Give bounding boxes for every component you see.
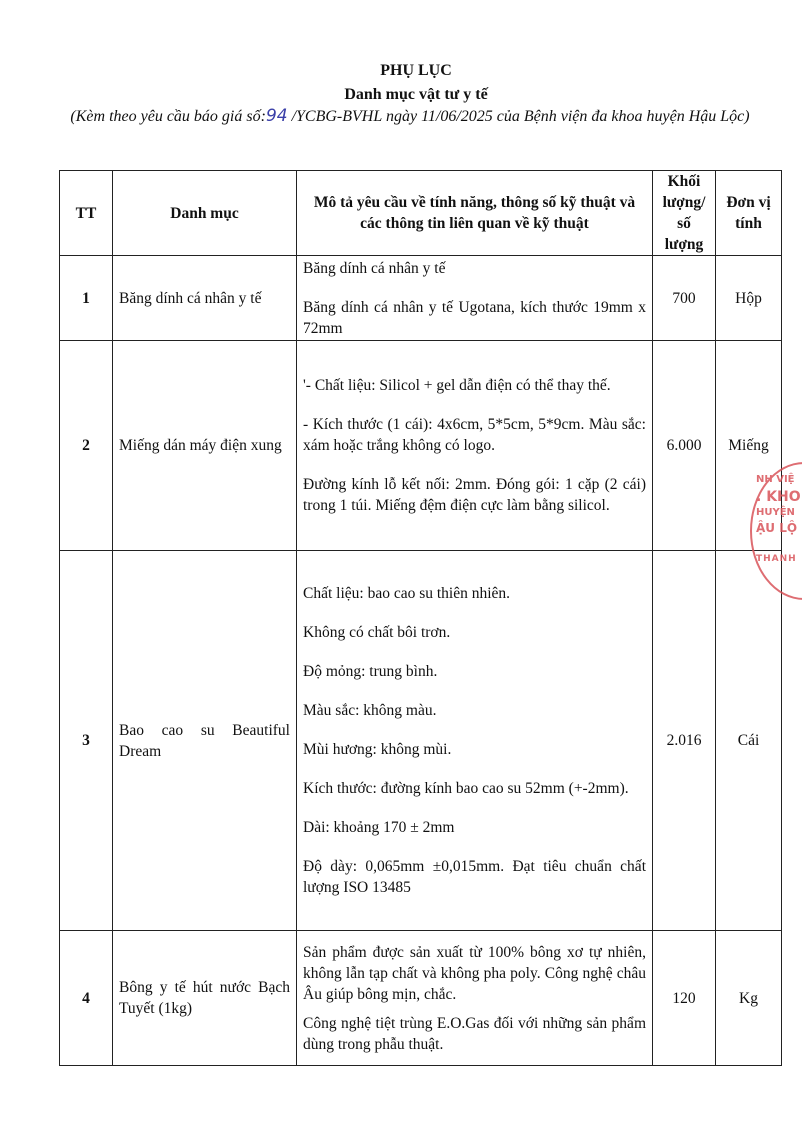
col-header-tt: TT [60,171,113,256]
stamp-text: NH VIỆ [756,474,795,485]
row-qty: 2.016 [653,551,716,931]
table-row [60,256,782,341]
row-unit: Cái [716,551,782,931]
desc-line: '- Chất liệu: Silicol + gel dẫn điện có thể thay thế. [303,377,611,394]
desc-line: Mùi hương: không mùi. [303,741,452,758]
row-qty: 700 [653,256,716,341]
handwritten-reference-number: 94 [265,106,288,126]
desc-line: Dài: khoảng 170 ± 2mm [303,819,455,836]
col-header-name: Danh mục [113,171,297,256]
row-unit: Hộp [716,256,782,341]
desc-line: Băng dính cá nhân y tế [303,259,446,277]
col-header-unit: Đơn vị tính [716,171,782,256]
appendix-title: PHỤ LỤC [380,62,452,79]
row-name: Băng dính cá nhân y tế [113,256,297,341]
row-qty: 6.000 [653,341,716,551]
row-name: Bông y tế hút nước Bạch Tuyết (1kg) [113,931,297,1066]
desc-line: Không có chất bôi trơn. [303,624,451,641]
row-unit: Miếng [716,341,782,551]
reference-prefix: (Kèm theo yêu cầu báo giá số: [70,108,266,125]
table-row [60,341,782,551]
col-header-qty: Khối lượng/ số lượng [653,171,716,256]
desc-line: Sản phẩm được sản xuất từ 100% bông xơ tự nhiên, không lẫn tạp chất và không pha poly. Công nghệ châu Âu giúp bông mịn, chắc. [303,943,646,1003]
row-desc [297,341,653,551]
table-row [60,931,782,1066]
row-tt: 3 [60,551,113,931]
row-desc [297,931,653,1066]
row-tt: 4 [60,931,113,1066]
row-desc [297,551,653,931]
stamp-text: ẬU LỘ [756,521,798,535]
stamp-text: . KHO [756,489,801,505]
supply-table [59,170,782,1066]
desc-line: Đường kính lỗ kết nối: 2mm. Đóng gói: 1 cặp (2 cái) trong 1 túi. Miếng đệm điện cực làm bằng silicol. [303,476,646,514]
row-qty: 120 [653,931,716,1066]
row-name: Bao cao su Beautiful Dream [113,551,297,931]
appendix-subtitle: Danh mục vật tư y tế [344,86,488,103]
reference-suffix: /YCBG-BVHL ngày 11/06/2025 của Bệnh viện đa khoa huyện Hậu Lộc) [291,108,750,125]
table-row [60,551,782,931]
desc-line: Màu sắc: không màu. [303,702,437,719]
row-unit: Kg [716,931,782,1066]
desc-line: Độ mỏng: trung bình. [303,663,438,680]
reference-line [40,105,780,128]
desc-line: Chất liệu: bao cao su thiên nhiên. [303,585,511,602]
row-name: Miếng dán máy điện xung [113,341,297,551]
table-header-row [60,171,782,256]
desc-line: Băng dính cá nhân y tế Ugotana, kích thước 19mm x 72mm [303,298,646,337]
col-header-desc: Mô tả yêu cầu về tính năng, thông số kỹ thuật và các thông tin liên quan về kỹ thuật [297,171,653,256]
desc-line: Công nghệ tiệt trùng E.O.Gas đối với những sản phẩm dùng trong phẫu thuật. [303,1014,646,1053]
desc-line: Độ dày: 0,065mm ±0,015mm. Đạt tiêu chuẩn chất lượng ISO 13485 [303,858,646,896]
row-tt: 2 [60,341,113,551]
row-tt: 1 [60,256,113,341]
desc-line: Kích thước: đường kính bao cao su 52mm (+-2mm). [303,780,629,797]
stamp-text: THANH [756,554,797,564]
stamp-text: HUYỆN [756,507,795,518]
row-desc [297,256,653,341]
desc-line: - Kích thước (1 cái): 4x6cm, 5*5cm, 5*9cm. Màu sắc: xám hoặc trắng không có logo. [303,416,646,454]
